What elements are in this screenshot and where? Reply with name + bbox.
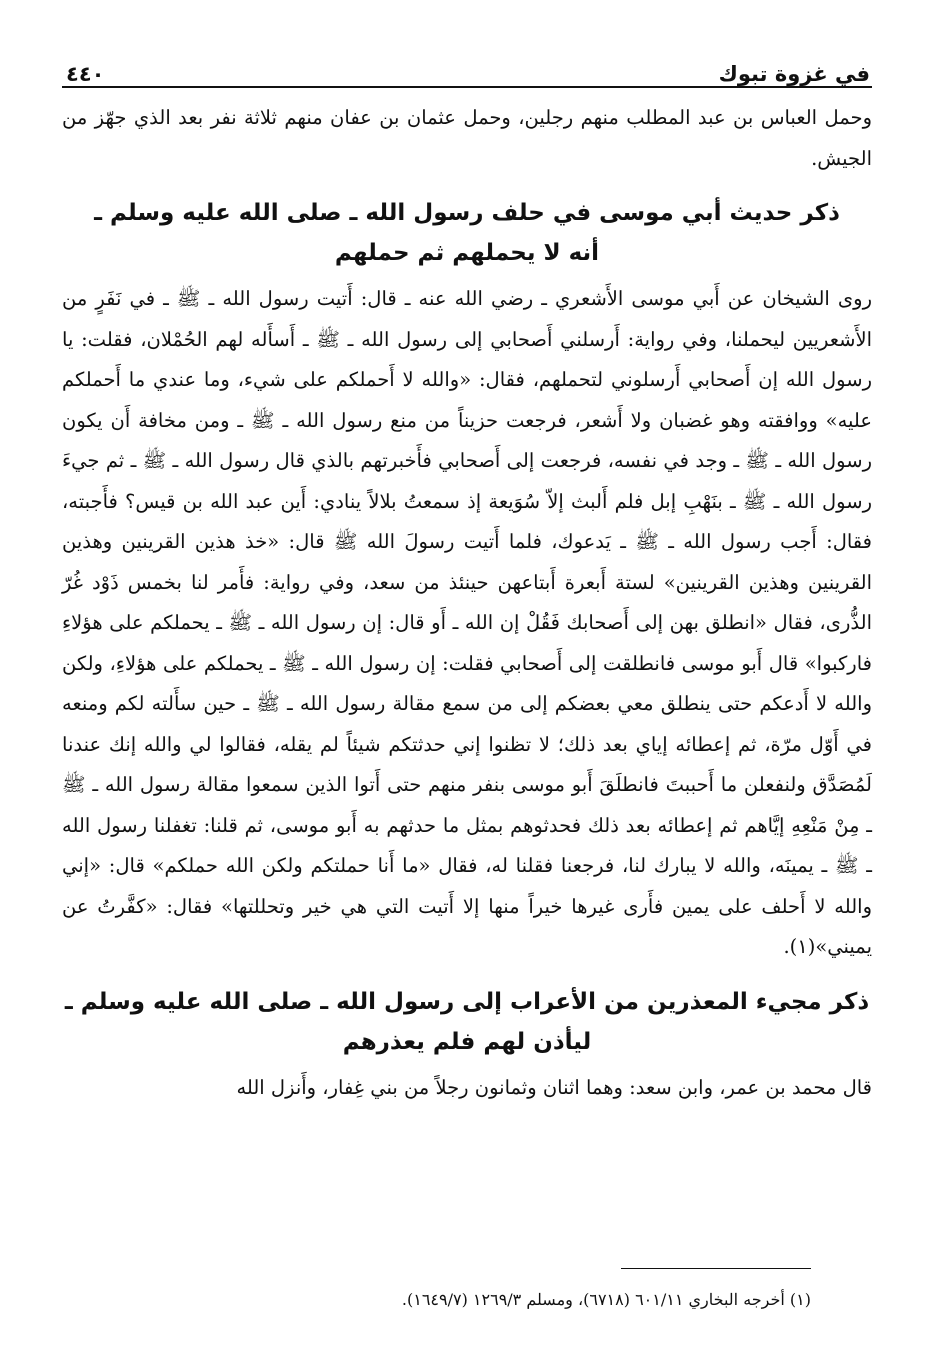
book-page (62, 42, 872, 1108)
footnote: (١) أخرجه البخاري ٦٠١/١١ (٦٧١٨)، ومسلم ١٢٦٩/٣ (١٦٤٩/٧). (401, 1290, 811, 1309)
section-heading-line: أنه لا يحملهم ثم حملهم (334, 240, 600, 266)
muadhirin-paragraph: قال محمد بن عمر، وابن سعد: وهما اثنان وثمانون رجلاً من بني غِفار، وأَنزل الله (236, 1075, 872, 1099)
section-heading-line: ذكر حديث أبي موسى في حلف رسول الله ـ صلى الله عليه وسلم ـ (94, 200, 840, 226)
page-number: ٤٤٠ (66, 62, 105, 86)
page-header (62, 42, 872, 88)
section-heading-line: ليأذن لهم فلم يعذرهم (342, 1028, 592, 1055)
running-title: في غزوة تبوك (718, 62, 870, 86)
section-heading-abu-musa (62, 193, 872, 273)
footnote-separator (621, 1268, 811, 1269)
abu-musa-hadith-paragraph: روى الشيخان عن أَبي موسى الأَشعري ـ رضي الله عنه ـ قال: أَتيت رسول الله ـ ﷺ ـ في نَفَرٍ من الأَشعريين ليحملنا، وفي رواية: أَرسلني أَصحابي إلى رسول الله ـ ﷺ ـ أَسأَله لهم الحُمْلان، فقلت: يا رسول الله إن أَصحابي أَرسلوني لتحملهم، فقال: «والله لا أَحملكم على شيء، وما عندي ما أَحملكم عليه» ووافقته وهو غضبان ولا أَشعر، فرجعت حزيناً من منع رسول الله ـ ﷺ ـ ومن مخافة أَن يكون رسول الله ـ ﷺ ـ وجد في نفسه، فرجعت إلى أَصحابي فأَخبرتهم بالذي قال رسول الله ـ ﷺ ـ ثم جيءَ رسول الله ـ ﷺ ـ بنَهْبِ إبل فلم أَلبث إلاّ سُوَيعة إذ سمعتُ بلالاً ينادي: أَين عبد الله بن قيس؟ فأَجبته، فقال: أَجب رسول الله ـ ﷺ ـ يَدعوك، فلما أَتيت رسولَ الله ﷺ قال: «خذ هذين القرينين وهذين القرينين وهذين القرينين» لستة أَبعرة أَبتاعهن حينئذ من سعد، وفي رواية: فأَمر لنا بخمس ذَوْد غُرّ الذُّرى، فقال «انطلق بهن إلى أَصحابك فَقُلْ إن الله ـ أَو قال: إن رسول الله ـ ﷺ ـ يحملكم على هؤلاءِ فاركبوا» قال أَبو موسى فانطلقت إلى أَصحابي فقلت: إن رسول الله ـ ﷺ ـ يحملكم على هؤلاءِ، ولكن والله لا أَدعكم حتى ينطلق معي بعضكم إلى من سمع مقالة رسول الله ـ ﷺ ـ حين سأَلته لكم ومنعه في أَوّل مرّة، ثم إعطائه إياي بعد ذلك؛ لا تظنوا إني حدثتكم شيئاً لم يقله، فقالوا لي والله إنك عندنا لَمُصَدَّق ولنفعلن ما أَحببتَ فانطلَقَ أَبو موسى بنفر منهم حتى أَتوا الذين سمعوا مقالة رسول الله ـ ﷺ ـ مِنْ مَنْعِهِ إيَّاهم ثم إعطائه بعد ذلك فحدثوهم بمثل ما حدثهم به أَبو موسى، ثم قلنا: تغفلنا رسول الله ـ ﷺ ـ يمينَه، والله لا يبارك لنا، فرجعنا فقلنا له، فقال «ما أَنا حملتكم ولكن الله حملكم» قال: «إني والله لا أَحلف على يمين فأَرى غيرها خيراً منها إلا أَتيت التي هي خير وتحللتها» فقال: «كفَّرتُ عن يميني»(١). (62, 287, 872, 958)
section-heading-muadhirin (62, 982, 872, 1062)
intro-paragraph: وحمل العباس بن عبد المطلب منهم رجلين، وحمل عثمان بن عفان منهم ثلاثة نفر بعد الذي جهّز من الجيش. (62, 106, 872, 170)
section-heading-line: ذكر مجيء المعذرين من الأعراب إلى رسول الله ـ صلى الله عليه وسلم ـ (64, 988, 870, 1015)
